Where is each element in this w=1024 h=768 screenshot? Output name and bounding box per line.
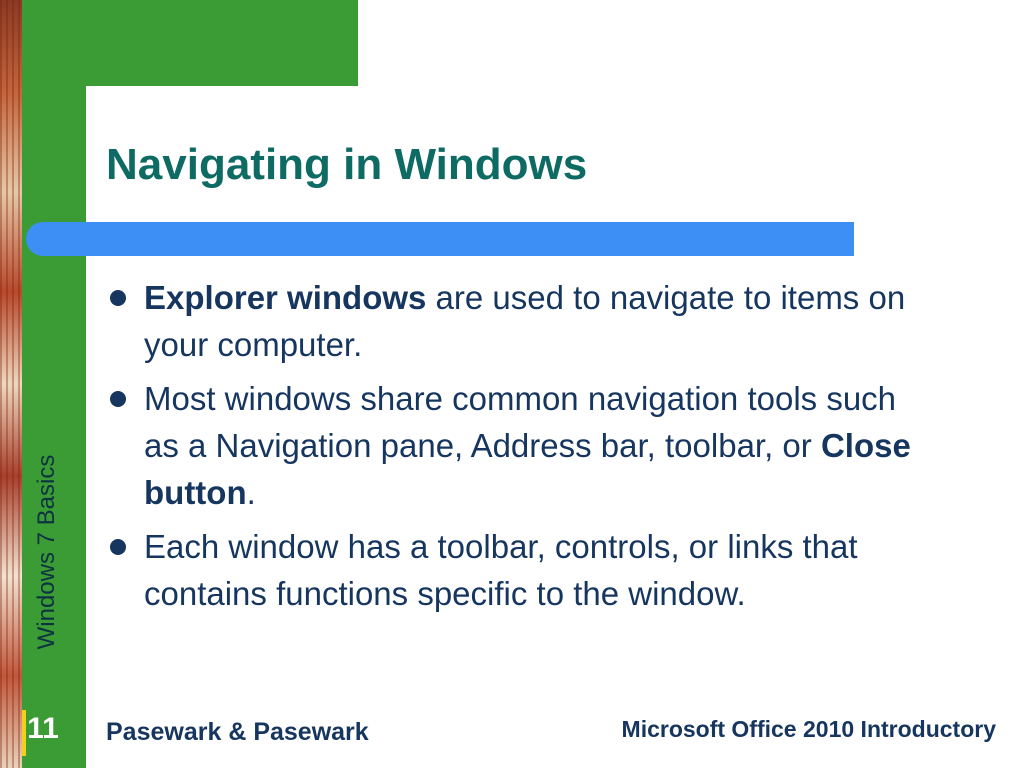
bullet-bold-term: Close button — [144, 427, 911, 511]
bullet-icon — [110, 539, 126, 555]
bullet-text: Most windows share common navigation tools such as a Navigation pane, Address bar, toolbar, or — [144, 380, 897, 464]
bullet-text-end: . — [246, 474, 256, 511]
bullet-text: Each window has a toolbar, controls, or links that contains functions specific to the window. — [144, 528, 858, 612]
sidebar-background — [22, 0, 86, 768]
slide-number: 11 — [27, 712, 59, 745]
slide-title: Navigating in Windows — [106, 140, 588, 189]
section-label: Windows 7 Basics — [33, 454, 60, 650]
bullet-icon — [110, 391, 126, 407]
bullet-icon — [110, 290, 126, 306]
bullet-text: are used to navigate to items on your computer. — [144, 279, 906, 363]
footer-book-title: Microsoft Office 2010 Introductory — [621, 716, 996, 742]
bullet-item — [108, 523, 938, 617]
decorative-photo-strip — [0, 0, 22, 768]
header-background-block — [22, 0, 358, 86]
bullet-item — [108, 274, 938, 368]
bullet-item — [108, 375, 938, 516]
title-underline-bar — [26, 222, 854, 256]
bullet-list — [108, 274, 938, 624]
bullet-bold-lead: Explorer windows — [144, 279, 427, 316]
footer-author: Pasewark & Pasewark — [106, 718, 369, 746]
